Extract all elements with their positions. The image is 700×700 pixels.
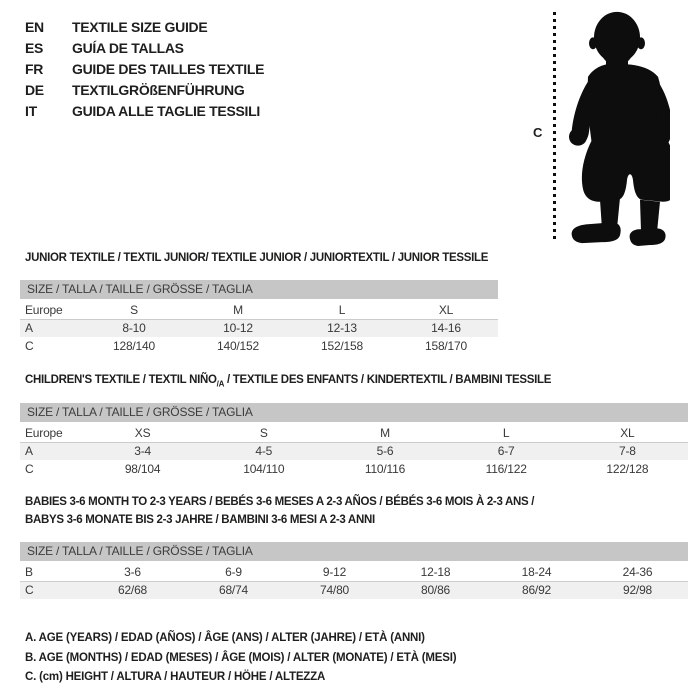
table-row [20, 319, 498, 337]
lang-row-es [25, 38, 264, 59]
junior-size-table [20, 301, 498, 355]
lang-title: GUIDE DES TAILLES TEXTILE [72, 61, 265, 77]
table-row [20, 337, 498, 355]
size-cell: L [446, 424, 567, 442]
size-cell: 7-8 [567, 442, 688, 460]
lang-row-en [25, 17, 264, 38]
table-row [20, 563, 688, 581]
size-cell: 152/158 [321, 339, 363, 353]
size-cell: 122/128 [606, 462, 649, 476]
row-label: C [20, 581, 82, 599]
height-measure-label: C [533, 125, 543, 140]
size-cell: 128/140 [113, 339, 155, 353]
junior-section-title: JUNIOR TEXTILE / TEXTIL JUNIOR/ TEXTILE JUNIOR / JUNIORTEXTIL / JUNIOR TESSILE [25, 252, 489, 264]
size-header-bar-babies: SIZE / TALLA / TAILLE / GRÖSSE / TAGLIA [20, 542, 688, 561]
size-cell: 12-13 [290, 319, 394, 337]
baby-silhouette [560, 2, 670, 248]
legend-line-c: C. (cm) HEIGHT / ALTURA / HAUTEUR / HÖHE / ALTEZZA [25, 671, 326, 683]
size-cell: 6-9 [183, 563, 284, 581]
children-size-table [20, 424, 688, 478]
size-cell: 158/170 [425, 339, 467, 353]
size-cell: 18-24 [486, 563, 587, 581]
babies-title-line1: BABIES 3-6 MONTH TO 2-3 YEARS / BEBÉS 3-6 MESES A 2-3 AÑOS / BÉBÉS 3-6 MOIS À 2-3 ANS / [25, 496, 535, 508]
language-title-block [25, 17, 264, 122]
size-cell: 8-10 [82, 319, 186, 337]
legend-block [25, 629, 456, 688]
size-cell: S [82, 301, 186, 319]
size-cell: 3-4 [82, 442, 203, 460]
size-cell: XL [394, 301, 498, 319]
size-cell: 110/116 [364, 462, 406, 476]
lang-code: EN [25, 19, 44, 35]
lang-title: TEXTILE SIZE GUIDE [72, 19, 208, 35]
size-cell: M [324, 424, 445, 442]
size-cell: 9-12 [284, 563, 385, 581]
lang-row-fr [25, 59, 264, 80]
table-row [20, 301, 498, 319]
size-cell: 3-6 [82, 563, 183, 581]
lang-title: GUÍA DE TALLAS [72, 40, 184, 56]
size-cell: 80/86 [385, 581, 486, 599]
children-title-suffix: / TEXTILE DES ENFANTS / KINDERTEXTIL / BAMBINI TESSILE [224, 374, 552, 386]
size-cell: 24-36 [587, 563, 688, 581]
size-cell: 116/122 [485, 462, 527, 476]
children-section-title [25, 371, 551, 393]
lang-code: IT [25, 103, 37, 119]
size-header-bar-junior: SIZE / TALLA / TAILLE / GRÖSSE / TAGLIA [20, 280, 498, 299]
legend-line-b: B. AGE (MONTHS) / EDAD (MESES) / ÂGE (MOIS) / ALTER (MONATE) / ETÀ (MESI) [25, 651, 457, 664]
table-row [20, 581, 688, 599]
size-cell: M [186, 301, 290, 319]
lang-row-it [25, 101, 264, 122]
size-cell: 98/104 [124, 462, 161, 476]
row-label: C [25, 339, 34, 353]
size-cell: 6-7 [446, 442, 567, 460]
size-cell: 62/68 [82, 581, 183, 599]
babies-title-line2: BABYS 3-6 MONATE BIS 2-3 JAHRE / BAMBINI 3-6 MESI A 2-3 ANNI [25, 514, 375, 526]
size-cell: 10-12 [186, 319, 290, 337]
row-label: Europe [20, 301, 82, 319]
size-cell: XL [567, 424, 688, 442]
row-label: B [20, 563, 82, 581]
size-header-bar-children: SIZE / TALLA / TAILLE / GRÖSSE / TAGLIA [20, 403, 688, 422]
size-cell: 140/152 [217, 339, 259, 353]
size-cell: 104/110 [243, 462, 285, 476]
lang-title: GUIDA ALLE TAGLIE TESSILI [72, 103, 260, 119]
size-cell: XS [82, 424, 203, 442]
size-cell: 12-18 [385, 563, 486, 581]
lang-code: DE [25, 82, 44, 98]
table-row [20, 442, 688, 460]
babies-size-table [20, 563, 688, 599]
lang-code: ES [25, 40, 44, 56]
size-cell: 92/98 [587, 581, 688, 599]
size-cell: 74/80 [284, 581, 385, 599]
row-label: A [20, 442, 82, 460]
children-title-subscript: /A [216, 379, 225, 389]
size-cell: 4-5 [203, 442, 324, 460]
table-row [20, 424, 688, 442]
height-measure-dotted-line [553, 12, 556, 242]
size-cell: 86/92 [486, 581, 587, 599]
row-label: Europe [20, 424, 82, 442]
table-row [20, 460, 688, 478]
children-title-prefix: CHILDREN'S TEXTILE / TEXTIL NIÑO [25, 374, 217, 386]
legend-line-a: A. AGE (YEARS) / EDAD (AÑOS) / ÂGE (ANS) / ALTER (JAHRE) / ETÀ (ANNI) [25, 632, 425, 644]
size-cell: S [203, 424, 324, 442]
lang-title: TEXTILGRÖßENFÜHRUNG [72, 82, 245, 98]
row-label: C [25, 462, 34, 476]
row-label: A [20, 319, 82, 337]
size-cell: L [290, 301, 394, 319]
size-cell: 5-6 [324, 442, 445, 460]
lang-code: FR [25, 61, 44, 77]
size-cell: 68/74 [183, 581, 284, 599]
lang-row-de [25, 80, 264, 101]
babies-section-title [25, 493, 534, 529]
size-cell: 14-16 [394, 319, 498, 337]
